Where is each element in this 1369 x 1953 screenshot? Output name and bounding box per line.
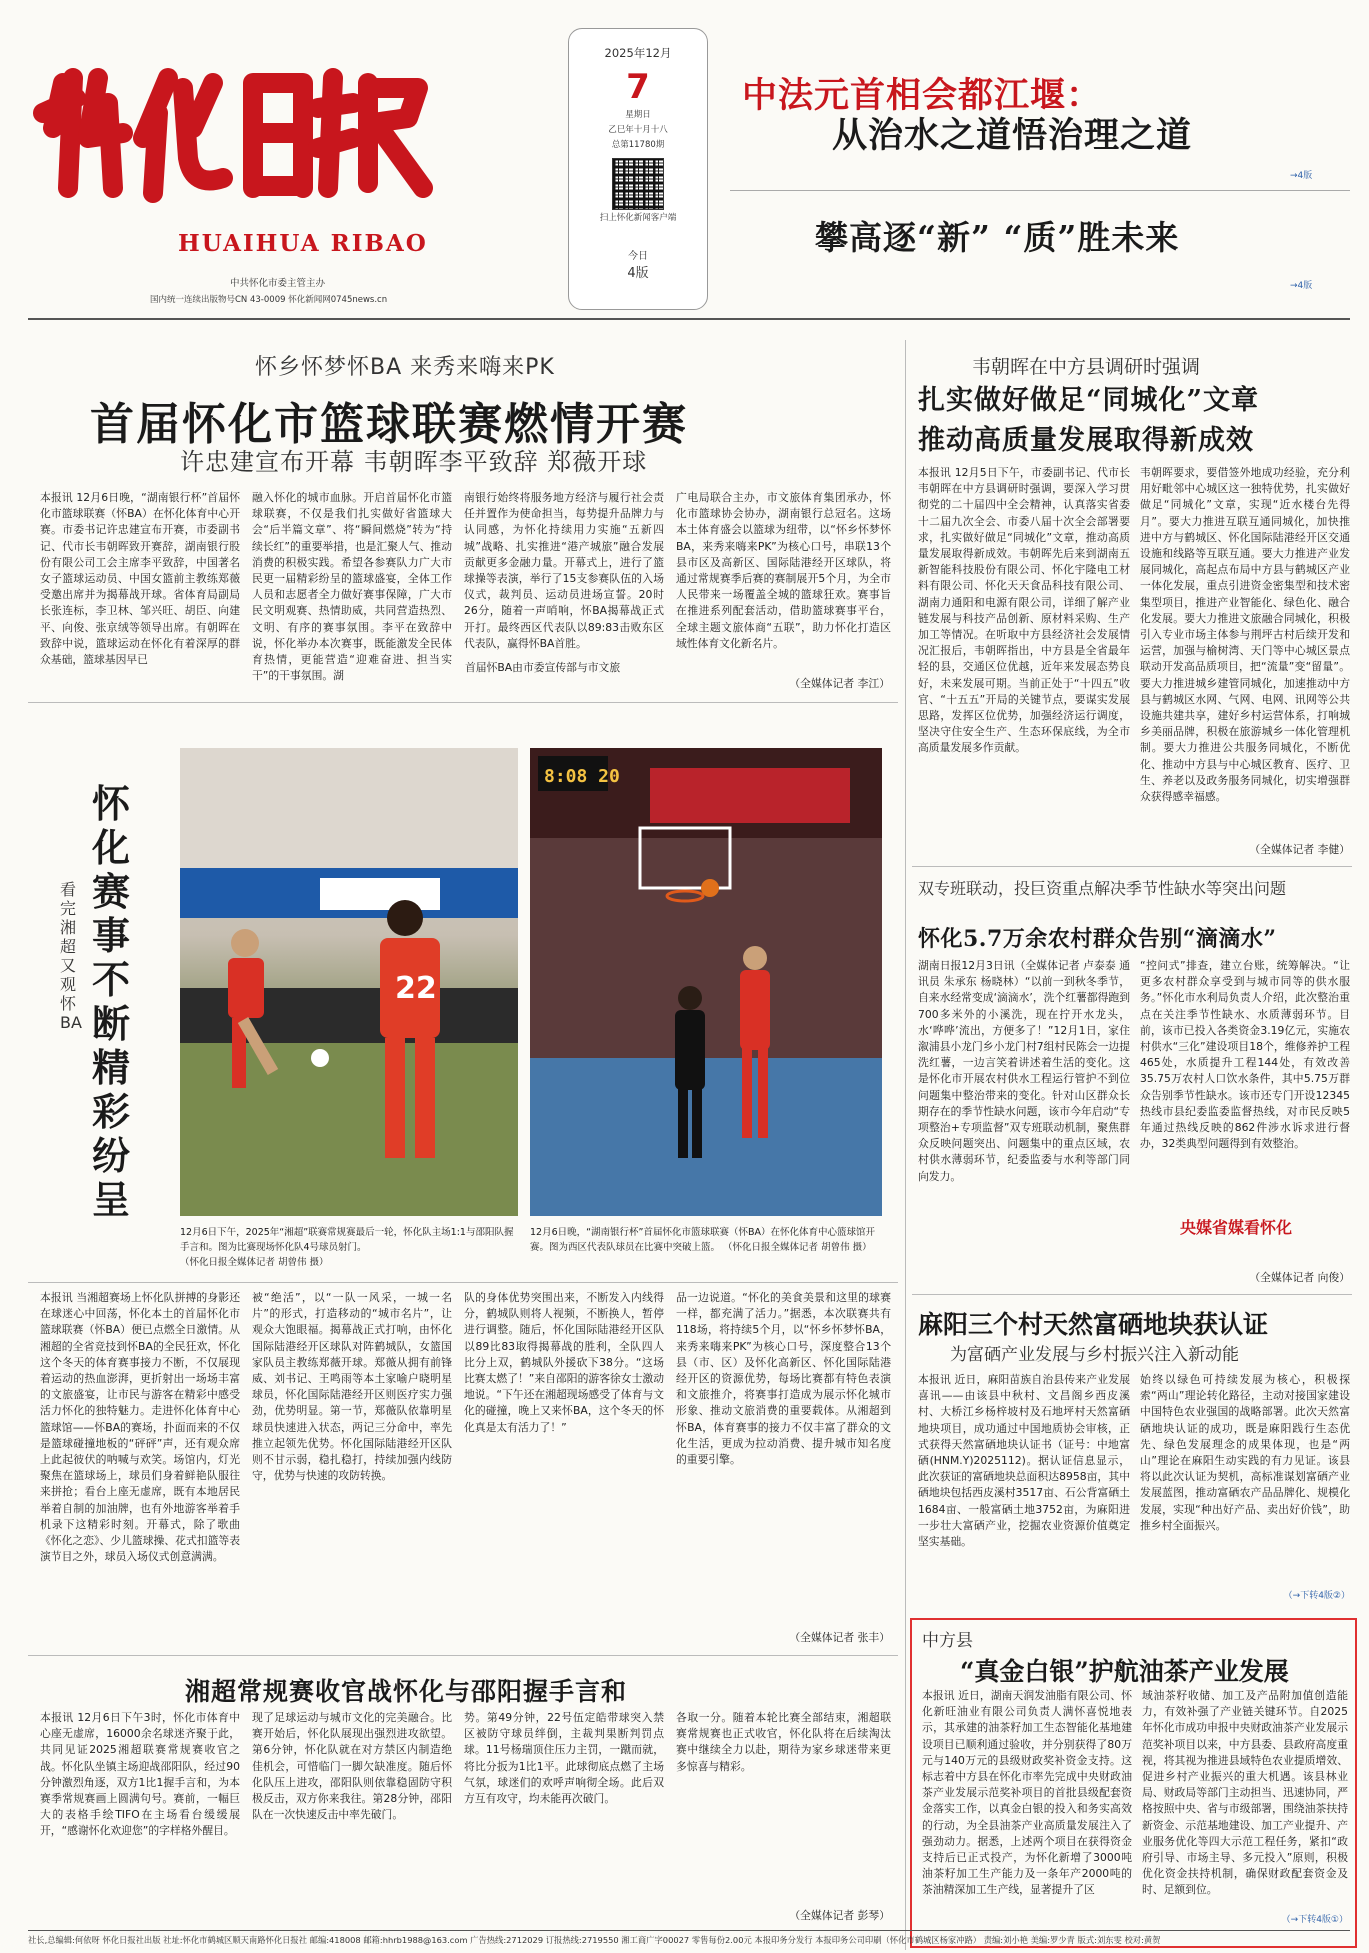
media-badge-label: 央媒省媒看怀化 <box>1180 1218 1293 1237</box>
basketball-kicker: 怀乡怀梦怀BA 来秀来嗨来PK <box>255 355 555 380</box>
basketball-caption-credit: （怀化日报全媒体记者 胡曾伟 摄） <box>723 1242 872 1253</box>
zhongfang-body-col-2: 域油茶籽收储、加工及产品附加值创造能力，有效补强了产业链关键环节。自2025年怀化市成功申报中央财政油茶产业发展示范奖补项目以来，中方县委、县政府高度重视，将其视为推进县域特色农业提质增效、促进乡村产业振兴的重大机遇。该县林业局、财政局等部门主动担当、迅速协同，严格按照中央、省与市级部署，围绕油茶扶持新资金、示范基地建设、加工产业提升、产业服务优化等四大示范工程任务，紧扣“政府引导、市场主导、多元投入”原则，积极优化资金扶持机制，确保财政配套资金及时、足额到位。 <box>1142 1689 1348 1897</box>
lower-basketball-col-4: 品一边说道。“怀化的美食美景和这里的球赛一样，都充满了活力。”据悉，本次联赛共有118场，将持续5个月，以“怀乡怀梦怀BA，来秀来嗨来PK”为核心口号，深度整合13个县（市、区）及怀化高新区、怀化国际陆港经开区的资源优势，每场比赛都有特色表演和文旅推介，将赛事打造成为展示怀化城市形象、推动文旅消费的重要载体。从湘超到怀BA，体育赛事的接力不仅丰富了群众的文化生活，更成为拉动消费、提升城市知名度的重要引擎。 <box>676 1291 891 1467</box>
tongcheng-kicker: 韦朝晖在中方县调研时强调 <box>972 356 1201 378</box>
divider <box>28 1655 898 1656</box>
lower-basketball-col-1: 本报讯 当湘超赛场上怀化队拼搏的身影还在球迷心中回荡，怀化本土的首届怀化市篮球联赛（怀BA）便已点燃全日激情。从湘超的全省竞技到怀BA的全民狂欢，怀化这个冬天的体育赛事接力不断，不仅展现着运动的热血澎湃，更折射出一场场丰富的文旅盛宴，让市民与游客在精彩中感受活力怀化的独特魅力。走进怀化体育中心篮球馆——怀BA的赛场，扑面而来的不仅是篮球碰撞地板的“砰砰”声，还有观众席上此起彼伏的呐喊与欢笑。场馆内，灯光聚焦在篮球场上，球员们身着鲜艳队服往来拼抢；看台上座无虚席，既有本地居民举着自制的加油牌，也有外地游客举着手机录下这精彩时刻。开幕式，除了歌曲《怀化之恋》、少儿篮球操、花式扣篮等表演节目之外，球员入场仪式创意满满。 <box>40 1291 240 1564</box>
footer-rule <box>28 1930 1350 1931</box>
water-body-col-2: “控问式”排查，建立台账，统筹解决。“让更多农村群众享受到与城市同等的供水服务。”怀化市水利局负责人介绍，此次整治重点在关注季节性缺水、水质薄弱环节。目前，该市已投入各类资金3.19亿元，实施农村供水“三化”建设项目18个，维修养护工程465处，水质提升工程144处，有效改善35.75万农村人口饮水条件，其中5.75万群众告别季节性缺水。该市还专门开设12345热线市县纪委监委监督热线，对市民反映5年通过热线反映的862件涉水诉求进行督办，32类典型问题得到有效整治。 <box>1140 959 1350 1151</box>
masthead-cn-number: 国内统一连续出版物号CN 43-0009 怀化新闻网0745news.cn <box>150 295 388 305</box>
basketball-body-col-4: 广电局联合主办，市文旅体育集团承办，怀化市篮球协会协办，湖南银行总冠名。这场本土体育盛会以篮球为纽带，以“怀乡怀梦怀BA，来秀来嗨来PK”为核心口号，串联13个县市区及高新区、国际陆港经开区球队，将通过常规赛季后赛的赛制展开5个月，为全市人民带来一场覆盖全城的篮球狂欢。赛事旨在推进系列配套活动，借助篮球赛事平台，全球主题文旅体商“五联”，助力怀化打造区域性体育文化新名片。 <box>676 491 891 650</box>
svg-text:22: 22 <box>395 971 437 1006</box>
central-provincial-media-badge[interactable] <box>1180 1215 1340 1255</box>
today-label: 今日 <box>628 251 648 262</box>
masthead-pinyin: HUAIHUA RIBAO <box>178 230 428 257</box>
date-weekday: 星期日 <box>625 110 651 120</box>
water-headline[interactable]: 怀化5.7万余农村群众告别“滴滴水” <box>918 926 1277 952</box>
photo-feature-vertical-subtitle: 看完湘超又观怀BA <box>60 880 82 1032</box>
mayang-continued[interactable]: （→下转4版②） <box>1283 1591 1350 1601</box>
footer-info: 社长,总编辑:何依呀 怀化日报社出版 社址:怀化市鹤城区顺天南路怀化日报社 邮编:418008 邮箱:hhrb1988@163.com 广告热线:2712029 订报热线:2719550 湘工商广字00027 零售每份2.00元 本报印务分发行 本报印务公司印刷（怀化市鹤城区杨家冲路） 责编:刘小艳 美编:罗少青 版式:刘东雯 校对:黄贺 <box>28 1935 1161 1945</box>
mayang-body-col-1: 本报讯 近日，麻阳苗族自治县传来产业发展喜讯——由该县中秋村、文昌阁乡西皮溪村、大桥江乡杨梓坡村及石地坪村天然富硒地块项目，成功通过中国地质协会审核，正式获得天然富硒地块认证书（证号：中地富硒(HNM.Y)2025112)。据认证信息显示，此次获证的富硒地块总面积达8958亩，其中硒地块包括西皮溪村3517亩、石公背富硒土1684亩、一般富硒土地3752亩，为麻阳进一步壮大富硒产业，挖掘农业资源价值奠定坚实基础。 <box>918 1373 1130 1549</box>
xiangchao-body-col-1: 本报讯 12月6日下午3时，怀化市体育中心座无虚席，16000余名球迷齐聚于此，共同见证2025湘超联赛常规赛收官之战。怀化队坐镇主场迎战邵阳队，经过90分钟激烈角逐，双方1比1握手言和，为本赛季常规赛画上圆满句号。赛前，一幅巨大的表格手绘TIFO在主场看台缓缓展开，“感谢怀化欢迎您”的字样格外醒目。 <box>40 1711 240 1838</box>
masthead-rule <box>28 318 1350 320</box>
mayang-headline[interactable]: 麻阳三个村天然富硒地块获认证 <box>918 1310 1269 1339</box>
football-photo-caption <box>180 1225 518 1270</box>
lower-basketball-byline: （全媒体记者 张丰） <box>789 1631 890 1644</box>
basketball-match-photo[interactable] <box>530 748 882 1216</box>
basketball-body-col-3: 南银行始终将服务地方经济与履行社会责任并置作为使命担当，每势提升品牌力与认同感，为怀化持续用力实施“五新四城”战略、扎实推进“港产城旅”融合发展贡献更多金融力量。开幕式上，进行了篮球操等表演，举行了15支参赛队伍的入场仪式，裁判员、运动员进场宣誓。20时26分，随着一声哨响，怀BA揭幕战正式开打。最终西区代表队以89:83击败东区代表队，赢得怀BA首胜。 <box>464 491 664 650</box>
xiangchao-headline[interactable]: 湘超常规赛收官战怀化与邵阳握手言和 <box>185 1677 628 1706</box>
lower-basketball-col-3: 队的身体优势突围出来，不断发入内线得分，鹤城队则将人视频，不断换人，暂停进行调整。随后，怀化国际陆港经开区队以89比83取得揭幕战的胜利，全队四人比分上双，鹤城队外援砍下38分。“这场比赛太燃了！”来自邵阳的游客徐女士激动地说。“下午还在湘超现场感受了体育与文化的碰撞，晚上又来怀BA，这个冬天的怀化真是太有活力了！” <box>464 1291 664 1434</box>
divider <box>912 1294 1352 1295</box>
mayang-body-col-2: 始终以绿色可持续发展为核心，积极探索“两山”理论转化路径，主动对接国家建设中国特色农业强国的战略部署。此次天然富硒地块认证的成功，既是麻阳践行生态优先、绿色发展理念的成果体现，也是“两山”理论在麻阳生动实践的有力见证。该县将以此次认证为契机，高标准谋划富硒产业发展蓝图，推动富硒农产品品牌化、规模化发展，实现“种出好产品、卖出好价钱”，助推乡村全面振兴。 <box>1140 1373 1350 1532</box>
column-divider <box>905 340 906 1950</box>
top-story-2-page-ref[interactable]: →4版 <box>1290 281 1313 291</box>
top-story-2-headline[interactable]: 攀高逐“新” “质”胜未来 <box>815 218 1180 257</box>
qr-caption: 扫上怀化新闻客户端 <box>599 213 677 223</box>
xiangchao-byline: （全媒体记者 彭琴） <box>789 1909 890 1922</box>
football-photo-illustration <box>180 748 518 1216</box>
basketball-subhead: 许忠建宣布开幕 韦朝晖李平致辞 郑薇开球 <box>180 448 648 476</box>
divider <box>28 1282 898 1283</box>
tongcheng-body-col-2: 韦朝晖要求，要借签外地成功经验，充分利用好毗邻中心城区这一独特优势，扎实做好做足“同城化”文章，实现“近水楼台先得月”。要大力推进互联互通同城化，加快推进中方与鹤城区、怀化国际陆港经开区交通设施和线路等互联互通。要大力推进产业发展同城化，高起点布局中方县与鹤城区产业一体化发展，重点引进资金密集型和技术密集型项目，推进产业智能化、绿色化、融合化发展。要大力推进文旅融合同城化，积极引入专业市场主体参与荆坪古村后续开发和运营，加强与榆树湾、天门等中心城区景点联动开发高品质项目，把“流量”变“留量”。要大力推进城乡建管同城化，加速推动中方县与鹤城区水网、气网、电网、讯网等公共设施共建共享，建好乡村运营体系，打响城乡美丽品牌，积极在旅游城乡一体化管理机制。要大力推进公共服务同城化，不断优化、推动中方县与中心城区教育、医疗、卫生、养老以及政务服务同城化，切实增强群众获得感幸福感。 <box>1140 466 1350 804</box>
water-body-col-1: 湖南日报12月3日讯（全媒体记者 卢泰泰 通讯员 朱承东 杨晓林）“以前一到秋冬季节，自来水经常变成‘滴滴水’，洗个红薯都得跑到700多米外的小溪洗，现在拧开水龙头，水‘哗哗’流出，方便多了！”12月1日，家住溆浦县小龙门乡小龙门村7组村民陈会一边提洗红薯，一边言笑着讲述着生活的变化。这是怀化市开展农村供水工程运行管护不到位问题集中整治带来的变化。针对山区群众长期存在的季节性缺水问题，该市今年启动“专项整治+专项监督”双专班联动机制，聚焦群众反映问题突出、问题集中的重点区域，农村供水薄弱环节，纪委监委与水利等部门同向发力。 <box>918 959 1130 1183</box>
masthead-logo <box>28 58 438 208</box>
water-kicker: 双专班联动，投巨资重点解决季节性缺水等突出问题 <box>918 879 1287 898</box>
basketball-body-col-1: 本报讯 12月6日晚，“湖南银行杯”首届怀化市篮球联赛（怀BA）在怀化体育中心开赛。市委书记许忠建宣布开赛，市委副书记、代市长韦朝晖致开赛辞，湖南银行股份有限公司工会主席李平致辞，中国著名女子篮球运动员、中国女篮前主教练郑薇受邀出席并为揭幕战开球。省体育局副局长张连标，李卫林、邹兴旺、胡臣、向建平、向俊、张京绒等领导出席。有朝晖在致辞中说，篮球运动在怀化有着深厚的群众基础，篮球基因早已 <box>40 491 240 667</box>
mayang-subhead: 为富硒产业发展与乡村振兴注入新动能 <box>950 1345 1239 1365</box>
xiangchao-body-col-3: 势。第49分钟，22号伍定皓带球突入禁区被防守球员绊倒，主裁判果断判罚点球。11号杨瑞顶住压力主罚，一蹴而就，将比分扳为1比1平。此球彻底点燃了主场气氛，球迷们的欢呼声响彻全场。此后双方互有攻守，均未能再次破门。 <box>464 1711 664 1806</box>
page-count: 4版 <box>627 266 649 281</box>
scoreboard: 8:08 20 <box>544 766 620 787</box>
basketball-byline: （全媒体记者 李江） <box>789 677 890 690</box>
top-story-1-headline-line-1[interactable]: 中法元首相会都江堰： <box>742 75 1103 116</box>
football-caption-credit: （怀化日报全媒体记者 胡曾伟 摄） <box>180 1257 329 1268</box>
photo-feature-vertical-title: 怀化赛事不断精彩纷呈 <box>92 781 131 1222</box>
zhongfang-headline[interactable]: “真金白银”护航油茶产业发展 <box>960 1657 1289 1686</box>
zhongfang-body-col-1: 本报讯 近日，湖南天润发油脂有限公司、怀化新旺油业有限公司负责人满怀喜悦地表示，其承建的油茶籽加工生态智能化基地建设项目已顺利通过验收，并分别获得了80万元与140万元的县级财政奖补资金支持。这标志着中方县在怀化市率先完成中央财政油茶产业发展示范奖补项目的首批县级配套资金落实工作，以真金白银的投入和务实高效的行动，为全县油茶产业高质量发展注入了强劲动力。据悉，上述两个项目在获得资金支持后已正式投产，为怀化新增了3000吨油茶籽加工生产能力及一条年产2000吨的茶油精深加工生产线，显著提升了区 <box>922 1689 1132 1897</box>
xiangchao-body-col-4: 各取一分。随着本轮比赛全部结束，湘超联赛常规赛也正式收官，怀化队将在后续淘汰赛中继续全力以赴，期待为家乡球迷带来更多惊喜与精彩。 <box>676 1711 891 1773</box>
masthead-sponsor: 中共怀化市委主管主办 <box>230 278 326 289</box>
zhongfang-continued[interactable]: （→下转4版①） <box>1281 1915 1348 1925</box>
tongcheng-headline-line-1[interactable]: 扎实做好做足“同城化”文章 <box>918 385 1260 416</box>
xiangchao-body-col-2: 现了足球运动与城市文化的完美融合。比赛开始后，怀化队展现出强烈进攻欲望。第6分钟，怀化队就在对方禁区内制造绝佳机会，可惜临门一脚欠缺准度。随后怀化队压上进攻，邵阳队则依靠稳固防守积极反击，双方你来我往。第28分钟，邵阳队在一次快速反击中率先破门。 <box>252 1711 452 1822</box>
basketball-photo-caption <box>530 1225 882 1255</box>
lower-basketball-col-2: 被“绝活”，以“一队一风采，一城一名片”的形式，打造移动的“城市名片”，让观众大饱眼福。揭幕战正式打响，由怀化国际陆港经开区球队对阵鹤城队，女篮国家队员主教练郑薇开球。郑薇从拥有前锋威、刘书记、王鸣雨等本土家喻户晓明星球员，怀化国际陆港经开区则医疗实力强劲，优势明显。第一节，郑薇队依靠明星球员快速进入状态，两记三分命中，率先推立起领先优势。怀化国际陆港经开区队则不甘示弱，稳扎稳打，持续加强内线防守，优势与快速的攻防转换。 <box>252 1291 452 1483</box>
football-match-photo[interactable] <box>180 748 518 1216</box>
divider <box>730 190 1350 191</box>
top-story-1-page-ref[interactable]: →4版 <box>1290 171 1313 181</box>
date-year-month: 2025年12月 <box>604 46 672 60</box>
basketball-body-col-2: 融入怀化的城市血脉。开启首届怀化市篮球联赛，不仅是我们扎实做好省篮球大会“后半篇文章”、将“瞬间燃烧”转为“持续长红”的重要举措，也是汇聚人气、推动消费的积极实践。希望各参赛队力广大市民更一届精彩纷呈的篮球盛宴，全体工作人员和志愿者全力做好赛事保障，广大市民文明观赛、热情助威，共同营造热烈、文明、有序的赛事氛围。李平在致辞中说，怀化举办本次赛事，既能激发全民体育热情，更能营造“迎难奋进、担当实干”的干事氛围。湖 <box>252 491 452 683</box>
top-story-1-headline-line-2[interactable]: 从治水之道悟治理之道 <box>832 115 1193 156</box>
tongcheng-body-col-1: 本报讯 12月5日下午，市委副书记、代市长韦朝晖在中方县调研时强调，要深入学习贯彻党的二十届四中全会精神，认真落实省委十二届九次全会、市委八届十次全会部署要求，扎实做好做足“同城化”文章，推动高质量发展取得新成效。韦朝晖先后来到湖南五新智能科技股份有限公司、怀化宇隆电工材料有限公司、怀化天天食品科技有限公司、湖南力通阳和电源有限公司，详细了解产业链发展与科技产品创新、原材料采购、生产加工等情况。在听取中方县经济社会发展情况汇报后，韦朝晖指出，中方县是全省最年轻的县，交通区位优越，近年来发展态势良好，未来发展可期。当前正处于“十四五”收官、“十五五”开局的关键节点，要谋实发展思路，发挥区位优势，加强经济运行调度，坚决守住安全生产、生态环保底线，为全市高质量发展多作贡献。 <box>918 466 1130 755</box>
basketball-by-team: 首届怀BA由市委宣传部与市文旅 <box>465 661 621 674</box>
date-day: 7 <box>626 67 650 107</box>
divider <box>912 866 1352 867</box>
water-byline: （全媒体记者 向俊） <box>1249 1271 1350 1284</box>
football-caption-text: 12月6日下午，2025年“湘超”联赛常规赛最后一轮，怀化队主场1:1与邵阳队握手言和。图为比赛现场怀化队4号球员射门。 <box>180 1227 514 1253</box>
zhongfang-kicker: 中方县 <box>922 1631 973 1651</box>
basketball-caption-text: 12月6日晚，“湖南银行杯”首届怀化市篮球联赛（怀BA）在怀化体育中心篮球馆开赛。图为西区代表队球员在比赛中突破上篮。 <box>530 1227 875 1253</box>
qr-code-icon[interactable] <box>612 158 664 210</box>
divider <box>28 702 898 703</box>
date-lunar: 乙巳年十月十八 <box>608 125 668 135</box>
tongcheng-headline-line-2[interactable]: 推动高质量发展取得新成效 <box>918 425 1254 456</box>
date-box <box>568 28 708 310</box>
basketball-photo-illustration <box>530 748 882 1216</box>
tongcheng-byline: （全媒体记者 李健） <box>1249 843 1350 856</box>
date-issue: 总第11780期 <box>611 140 665 150</box>
basketball-headline[interactable]: 首届怀化市篮球联赛燃情开赛 <box>90 399 688 450</box>
